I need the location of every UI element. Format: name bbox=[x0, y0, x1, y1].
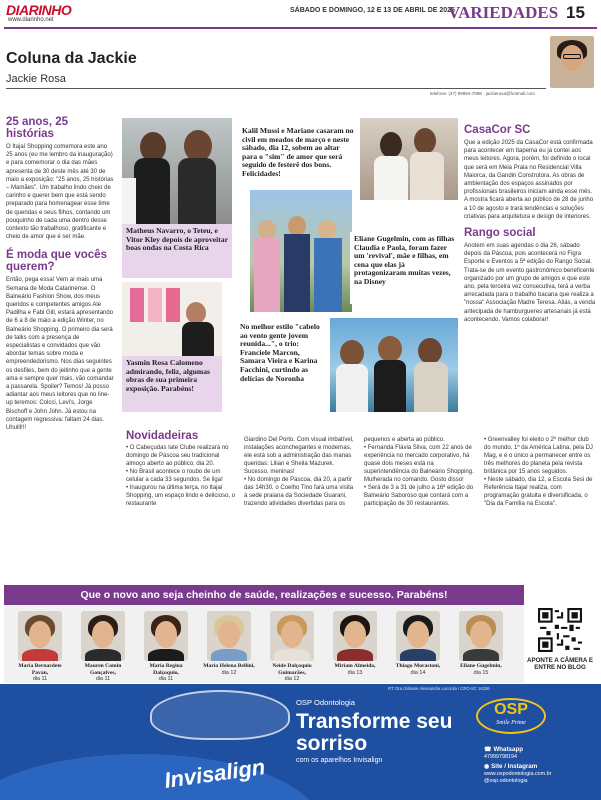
birthday-banner: Que o novo ano seja cheinho de saúde, realizações e sucesso. Parabéns! bbox=[4, 585, 524, 605]
birthday-person bbox=[199, 611, 259, 676]
birthday-name: Eliane Gugelmin, bbox=[460, 663, 502, 669]
ad-brand: OSP Odontologia bbox=[296, 698, 355, 707]
newspaper-url[interactable]: www.diarinho.net bbox=[8, 17, 54, 23]
photo-noronha-trio bbox=[330, 318, 458, 412]
whatsapp-number[interactable]: 47999798194 bbox=[484, 754, 517, 760]
birthday-day: dia 13 bbox=[347, 669, 363, 676]
column-rule bbox=[6, 88, 546, 89]
column-author: Jackie Rosa bbox=[6, 73, 66, 85]
edition-date: SÁBADO E DOMINGO, 12 E 13 DE ABRIL DE 2025 bbox=[290, 7, 455, 14]
birthday-day: dia 12 bbox=[221, 669, 237, 676]
qr-code[interactable] bbox=[538, 608, 582, 652]
birthday-day: dia 11 bbox=[32, 676, 48, 683]
caption-surfers: Matheus Navarro, o Teteu, e Vitor Kley depois de aproveitar boas ondas na Costa Rica bbox=[126, 226, 228, 253]
birthday-name: Neide Dalçoquio Guimarães, bbox=[272, 663, 312, 676]
aligner-image bbox=[150, 690, 290, 740]
article-heading-rango: Rango social bbox=[464, 227, 536, 240]
whatsapp-icon: ☎ bbox=[484, 746, 494, 753]
birthday-person bbox=[73, 611, 133, 682]
novidadeiras-col-4: • Greenvalley foi eleito o 2º melhor club do mundo, 1º da América Latina, pela DJ Mag, e é o único a permanecer entre os três melhores do planeta pela revista britânica por 15 anos seguidos. • Neste sábado, dia 12, a Escola Sesi de Referência Itajaí realiza, com programação gratuita e diversificada, o "Dia da Família na Escola". bbox=[484, 437, 593, 507]
site-link[interactable]: www.ospodontologia.com.br bbox=[484, 771, 552, 777]
caption-box-surfers bbox=[122, 224, 232, 278]
article-heading-casacor: CasaCor SC bbox=[464, 124, 531, 136]
caption-box-wedding bbox=[238, 124, 358, 186]
ad-contact bbox=[484, 746, 551, 785]
article-body-moda: Então, pega essa! Vem aí mais uma Semana de Moda Catarinense. O Balneário Fashion Show, dos meus queridos e competentes amigos Ale Padilha e Fabi Gill, estará apresentando de 6 a 8 de maio a edição Winter, no Balneário Shopping. O primeiro dia será de talks com a presença de especialistas e convidados que vão abordar temas sobre moda e empreendedorismo. Nos dias seguintes os desfiles, bem do jeitinho que a gente ama e sempre quer mais, vão comandar a passarela. Spoiler? Temos! Já posso adiantar aos meus leitores que no line-up teremos: Colcci, Levi's, Jorge Bischoff e John John. Já estou na contagem regressiva: faltam 24 dias. Uhulll!!! bbox=[6, 277, 114, 432]
birthday-name: Thiago Morastoni, bbox=[395, 663, 441, 669]
birthday-photo bbox=[144, 611, 188, 661]
ad-invisalign: Invisalign bbox=[162, 754, 267, 793]
right-column bbox=[464, 124, 596, 324]
masthead bbox=[0, 0, 601, 28]
birthday-day: dia 14 bbox=[410, 669, 426, 676]
author-contact: telefone: (47) 99994-7998 · jackierosa@hotmail.com bbox=[430, 91, 535, 96]
ad-credit: RT: Dra Gislaine Alessandra Lucciola / CRO-SC 16336 bbox=[388, 686, 490, 691]
globe-icon: ◉ bbox=[484, 763, 492, 770]
photo-couple bbox=[360, 118, 458, 200]
instagram-link[interactable]: @osp.odontologia bbox=[484, 778, 528, 784]
section-title: VARIEDADES bbox=[448, 3, 559, 22]
birthday-day: dia 11 bbox=[95, 676, 111, 683]
birthday-photo bbox=[270, 611, 314, 661]
caption-wedding: Kalil Mussi e Mariane casaram no civil em meados de março e neste sábado, dia 12, sobem ao altar para o "sim" de amor que será seguido de festerê dos bons. Felicidades! bbox=[242, 126, 354, 178]
header-rule bbox=[4, 27, 597, 29]
birthday-name: Miriam Almeida, bbox=[334, 663, 376, 669]
birthday-photo bbox=[396, 611, 440, 661]
birthday-person bbox=[388, 611, 448, 676]
osp-logo-tag: Smile Prime bbox=[496, 720, 526, 726]
birthday-person bbox=[136, 611, 196, 682]
caption-disney: Eliane Gugelmin, com as filhas Claudia e Paola, foram fazer um 'revival', mãe e filhas, em cena que elas já protagonizaram muitas vezes, na Disney bbox=[354, 234, 455, 286]
birthday-name: Maria Bernardete Pavan, bbox=[18, 663, 62, 676]
ad-subline: com os aparelhos Invisalign bbox=[296, 757, 383, 764]
caption-box-disney bbox=[350, 232, 460, 304]
newspaper-logo[interactable]: DIARINHO bbox=[6, 2, 72, 18]
caption-noronha: No melhor estilo "cabelo ao vento gente jovem reunida...", o trio: Franciele Marcon, Samara Vieira e Karina Facchini, curtindo as delícias de Noronha bbox=[240, 322, 320, 383]
caption-exhibition: Yasmin Rosa Calomeno admirando, feliz, algumas obras de sua primeira exposição. Parabéns! bbox=[126, 358, 210, 393]
novidadeiras-heading: Novidadeiras bbox=[126, 430, 199, 442]
author-photo bbox=[550, 36, 594, 88]
page-number: 15 bbox=[566, 3, 585, 22]
novidadeiras-col-3: pequenos e aberta ao público. • Fernanda Flávia Silva, com 22 anos de experiência no mercado corporativo, há quase dois meses está na superintendência do Balneário Shopping. Mulherada no comando. Gosto disso! • Será de 3 a 31 de julho a 16ª edição do Balneário Saboroso que contará com a participação de 30 restaurantes. bbox=[364, 437, 474, 507]
novidadeiras-col-2: Giardino Del Porto. Com visual imbatível, instalações aconchegantes e modernas, ele está sob a administração das manas queridas: Lilian e Sheila Mazurek. Sucesso, meninas! • No domingo de Páscoa, dia 20, a partir das 14h30, o Coelho Tino fará uma visita à sede praiana da Sociedade Guarani, trazendo atividades divertidas para os bbox=[244, 437, 354, 507]
qr-caption: APONTE A CÂMERA E ENTRE NO BLOG bbox=[526, 657, 593, 672]
article-body-rango: Anotem em suas agendas o dia 26, sábado depois da Páscoa, pois acontecerá no Figra Esporte e Eventos a 5ª edição do Rango Social. Trata-se de um evento gastronômico beneficente organizado por um grupo de amigos e que este ano, pela terceira vez consecutiva, terá a verba arrecadada para o trabalho bacana que realiza a "nossa" Associação Madre Teresa. Aliás, a venda antecipada de hamburgueres artesanais já está acontecendo. Vamos colaborar! bbox=[464, 243, 596, 323]
caption-box-noronha bbox=[236, 320, 328, 412]
site-label: Site / Instagram bbox=[491, 763, 538, 770]
birthday-day: dia 12 bbox=[284, 676, 300, 683]
birthday-day: dia 15 bbox=[473, 669, 489, 676]
birthday-photo bbox=[207, 611, 251, 661]
article-body-shopping: O Itajaí Shopping comemora este ano 25 anos (eu me lembro da inauguração) e para comemorar o dia das mães apresenta de 30 deste mês até 30 de maio a exposição: "25 anos, 25 histórias – Mamães". Um trabalho lindo cheio de carinho e querer bem que está sendo preparado para homenagear esse time de queridas e seus filhos, contando um pouquinho de cada uma dentro desse contexto tão trabalhoso, gratificante e cheio de amor que é ser mãe. bbox=[6, 144, 114, 241]
novidadeiras-col-1: • O Cabeçudas Iate Clube realizará no domingo de Páscoa seu tradicional almoço aberto ao público, dia 20. • No Brasil acontece o roubo de um celular a cada 33 segundos. Se liga! • Inaugurou na última terça, no Itajaí Shopping, um espaço lindo e delicioso, o restaurante bbox=[126, 445, 236, 507]
osp-logo[interactable] bbox=[476, 698, 546, 734]
birthday-person bbox=[451, 611, 511, 676]
article-heading-shopping: 25 anos, 25 histórias bbox=[6, 116, 69, 140]
photo-exhibition bbox=[122, 282, 222, 356]
birthday-name: Maria Regina Dalçoquio, bbox=[149, 663, 183, 676]
whatsapp-label: Whatsapp bbox=[493, 746, 524, 753]
left-column bbox=[6, 116, 114, 432]
birthday-photo bbox=[333, 611, 377, 661]
birthday-day: dia 11 bbox=[158, 676, 174, 683]
article-heading-moda: É moda que vocês querem? bbox=[6, 249, 107, 274]
birthday-photo bbox=[81, 611, 125, 661]
birthday-name: Maria Helena Bellini, bbox=[203, 663, 255, 669]
column-title: Coluna da Jackie bbox=[6, 50, 137, 67]
birthday-person bbox=[325, 611, 385, 676]
osp-logo-text: OSP bbox=[494, 701, 528, 718]
birthday-person bbox=[262, 611, 322, 682]
ad-headline bbox=[296, 711, 452, 755]
birthday-person bbox=[10, 611, 70, 682]
article-body-casacor: Que a edição 2025 da CasaCor está confirmada para acontecer em Itapema eu já contei aos meus leitores. Agora, porém, foi definido o local que será em Meia Praia no Residencial Villa Maiorca, da Gandin Construtora. As obras de ambientação dos espaços assinados por profissionais brasileiros iniciam ainda esse mês. A mostra ficará aberta ao público de 28 de junho a 10 de agosto e trará tendências e soluções criativas para arquitetura e design de interiores. bbox=[464, 140, 594, 220]
photo-surfers bbox=[122, 118, 232, 224]
ad-headline-line-1: Transforme seu bbox=[296, 710, 453, 733]
birthday-name: Mauren Comin Gonçalves, bbox=[84, 663, 122, 676]
photo-disney-family bbox=[250, 190, 352, 312]
ad-headline-line-2: sorriso bbox=[296, 732, 368, 755]
birthday-photo bbox=[459, 611, 503, 661]
caption-box-exhibition bbox=[122, 356, 222, 412]
birthday-photo bbox=[18, 611, 62, 661]
